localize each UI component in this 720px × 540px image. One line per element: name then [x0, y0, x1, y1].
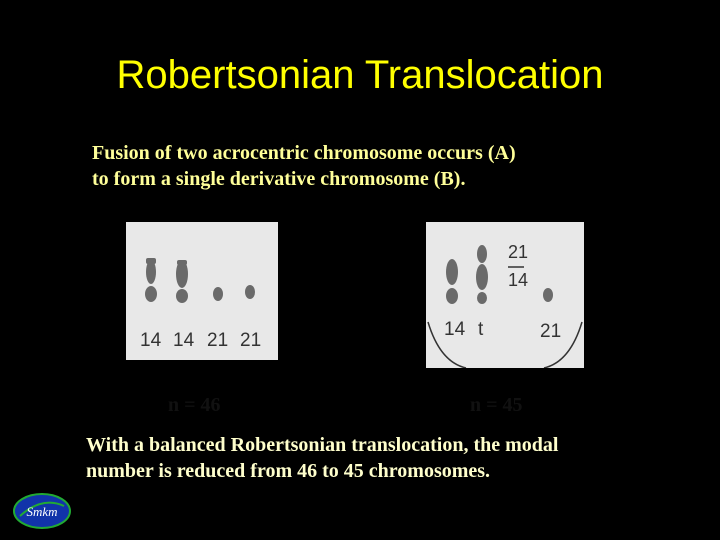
- label-chromosome-14a: 14: [140, 330, 162, 351]
- karyotype-photo-normal: [126, 222, 278, 360]
- caption-translocation-count: n = 45: [470, 394, 523, 416]
- chromosome-drawing-translocation: [426, 222, 584, 368]
- company-logo: [12, 492, 72, 530]
- label-chromosome-14: 14: [444, 319, 466, 340]
- fraction-top-21: 21: [508, 242, 529, 262]
- karyotype-photo-translocation: [426, 222, 584, 368]
- summary-line-1: With a balanced Robertsonian translocation, the modal: [86, 434, 559, 456]
- label-translocation-t: t: [478, 319, 484, 340]
- label-chromosome-21a: 21: [207, 330, 229, 351]
- logo-icon: [12, 492, 72, 530]
- intro-text: [92, 140, 652, 192]
- summary-line-2: number is reduced from 46 to 45 chromosomes.: [86, 460, 491, 482]
- label-chromosome-21: 21: [540, 321, 562, 342]
- intro-line-1: Fusion of two acrocentric chromosome occurs (A): [92, 142, 516, 164]
- caption-normal-count: n = 46: [168, 394, 221, 416]
- summary-text: [86, 432, 686, 484]
- fraction-bottom-14: 14: [508, 270, 529, 290]
- slide-title: Robertsonian Translocation: [116, 53, 604, 97]
- label-chromosome-21b: 21: [240, 330, 262, 351]
- svg-text:Smkm: Smkm: [26, 504, 58, 519]
- intro-line-2: to form a single derivative chromosome (B).: [92, 168, 466, 190]
- label-chromosome-14b: 14: [173, 330, 195, 351]
